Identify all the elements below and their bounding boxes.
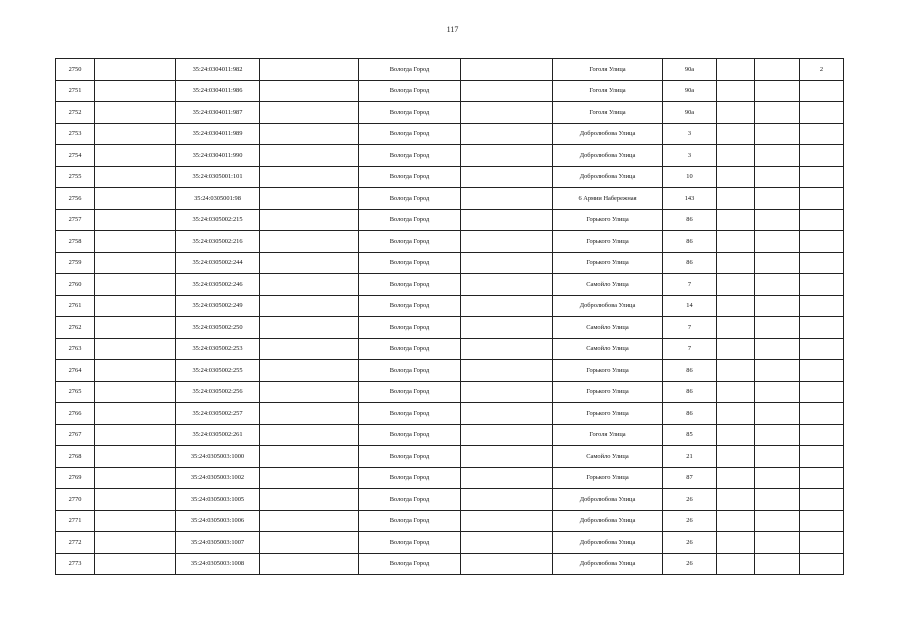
street-cell: Гоголя Улица bbox=[553, 59, 663, 81]
extra-value-cell bbox=[800, 209, 844, 231]
house-number-cell: 90а bbox=[663, 80, 717, 102]
empty-cell bbox=[95, 59, 176, 81]
empty-cell bbox=[95, 553, 176, 575]
empty-cell bbox=[755, 510, 800, 532]
empty-cell bbox=[95, 489, 176, 511]
house-number-cell: 10 bbox=[663, 166, 717, 188]
cadastral-number-cell: 35:24:0305001:101 bbox=[176, 166, 260, 188]
extra-value-cell bbox=[800, 188, 844, 210]
extra-value-cell bbox=[800, 317, 844, 339]
empty-cell bbox=[755, 274, 800, 296]
table-row bbox=[56, 295, 844, 317]
empty-cell bbox=[260, 231, 359, 253]
extra-value-cell bbox=[800, 510, 844, 532]
empty-cell bbox=[755, 424, 800, 446]
empty-cell bbox=[461, 403, 553, 425]
cadastral-number-cell: 35:24:0305003:1005 bbox=[176, 489, 260, 511]
house-number-cell: 86 bbox=[663, 403, 717, 425]
cadastral-number-cell: 35:24:0305002:216 bbox=[176, 231, 260, 253]
empty-cell bbox=[260, 317, 359, 339]
empty-cell bbox=[717, 360, 755, 382]
empty-cell bbox=[717, 252, 755, 274]
empty-cell bbox=[755, 231, 800, 253]
empty-cell bbox=[755, 532, 800, 554]
empty-cell bbox=[461, 209, 553, 231]
empty-cell bbox=[461, 424, 553, 446]
city-cell: Вологда Город bbox=[359, 553, 461, 575]
house-number-cell: 86 bbox=[663, 209, 717, 231]
extra-value-cell bbox=[800, 360, 844, 382]
street-cell: Самойло Улица bbox=[553, 446, 663, 468]
empty-cell bbox=[717, 317, 755, 339]
empty-cell bbox=[755, 553, 800, 575]
cadastral-number-cell: 35:24:0305002:215 bbox=[176, 209, 260, 231]
empty-cell bbox=[260, 80, 359, 102]
cadastral-number-cell: 35:24:0305002:261 bbox=[176, 424, 260, 446]
street-cell: Горького Улица bbox=[553, 403, 663, 425]
cadastral-number-cell: 35:24:0305002:253 bbox=[176, 338, 260, 360]
extra-value-cell bbox=[800, 145, 844, 167]
row-number-cell: 2750 bbox=[56, 59, 95, 81]
extra-value-cell bbox=[800, 274, 844, 296]
empty-cell bbox=[755, 338, 800, 360]
empty-cell bbox=[95, 252, 176, 274]
row-number-cell: 2755 bbox=[56, 166, 95, 188]
table-row bbox=[56, 188, 844, 210]
city-cell: Вологда Город bbox=[359, 274, 461, 296]
row-number-cell: 2759 bbox=[56, 252, 95, 274]
empty-cell bbox=[461, 188, 553, 210]
cadastral-number-cell: 35:24:0305002:256 bbox=[176, 381, 260, 403]
row-number-cell: 2764 bbox=[56, 360, 95, 382]
empty-cell bbox=[95, 360, 176, 382]
row-number-cell: 2758 bbox=[56, 231, 95, 253]
city-cell: Вологда Город bbox=[359, 252, 461, 274]
table-row bbox=[56, 317, 844, 339]
empty-cell bbox=[260, 553, 359, 575]
empty-cell bbox=[717, 489, 755, 511]
empty-cell bbox=[717, 274, 755, 296]
street-cell: Добролюбова Улица bbox=[553, 510, 663, 532]
city-cell: Вологда Город bbox=[359, 360, 461, 382]
empty-cell bbox=[95, 274, 176, 296]
street-cell: Добролюбова Улица bbox=[553, 489, 663, 511]
cadastral-number-cell: 35:24:0305002:255 bbox=[176, 360, 260, 382]
empty-cell bbox=[717, 510, 755, 532]
city-cell: Вологда Город bbox=[359, 209, 461, 231]
empty-cell bbox=[260, 489, 359, 511]
table-row bbox=[56, 467, 844, 489]
street-cell: Добролюбова Улица bbox=[553, 145, 663, 167]
extra-value-cell bbox=[800, 123, 844, 145]
empty-cell bbox=[260, 360, 359, 382]
row-number-cell: 2771 bbox=[56, 510, 95, 532]
empty-cell bbox=[95, 403, 176, 425]
empty-cell bbox=[755, 102, 800, 124]
table-row bbox=[56, 145, 844, 167]
row-number-cell: 2770 bbox=[56, 489, 95, 511]
row-number-cell: 2765 bbox=[56, 381, 95, 403]
house-number-cell: 87 bbox=[663, 467, 717, 489]
empty-cell bbox=[95, 317, 176, 339]
empty-cell bbox=[717, 102, 755, 124]
table-row bbox=[56, 553, 844, 575]
street-cell: 6 Армии Набережная bbox=[553, 188, 663, 210]
empty-cell bbox=[260, 188, 359, 210]
table-row bbox=[56, 209, 844, 231]
extra-value-cell bbox=[800, 553, 844, 575]
empty-cell bbox=[717, 532, 755, 554]
row-number-cell: 2752 bbox=[56, 102, 95, 124]
city-cell: Вологда Город bbox=[359, 381, 461, 403]
city-cell: Вологда Город bbox=[359, 145, 461, 167]
house-number-cell: 3 bbox=[663, 145, 717, 167]
extra-value-cell bbox=[800, 295, 844, 317]
row-number-cell: 2754 bbox=[56, 145, 95, 167]
extra-value-cell: 2 bbox=[800, 59, 844, 81]
empty-cell bbox=[755, 252, 800, 274]
empty-cell bbox=[755, 80, 800, 102]
table-row bbox=[56, 446, 844, 468]
city-cell: Вологда Город bbox=[359, 338, 461, 360]
empty-cell bbox=[755, 403, 800, 425]
row-number-cell: 2772 bbox=[56, 532, 95, 554]
row-number-cell: 2773 bbox=[56, 553, 95, 575]
row-number-cell: 2768 bbox=[56, 446, 95, 468]
extra-value-cell bbox=[800, 489, 844, 511]
empty-cell bbox=[717, 295, 755, 317]
empty-cell bbox=[461, 252, 553, 274]
street-cell: Добролюбова Улица bbox=[553, 532, 663, 554]
empty-cell bbox=[461, 532, 553, 554]
table-row bbox=[56, 489, 844, 511]
street-cell: Горького Улица bbox=[553, 381, 663, 403]
row-number-cell: 2761 bbox=[56, 295, 95, 317]
row-number-cell: 2760 bbox=[56, 274, 95, 296]
empty-cell bbox=[717, 446, 755, 468]
city-cell: Вологда Город bbox=[359, 123, 461, 145]
row-number-cell: 2751 bbox=[56, 80, 95, 102]
empty-cell bbox=[717, 467, 755, 489]
cadastral-number-cell: 35:24:0305002:250 bbox=[176, 317, 260, 339]
empty-cell bbox=[461, 381, 553, 403]
empty-cell bbox=[95, 231, 176, 253]
house-number-cell: 26 bbox=[663, 532, 717, 554]
empty-cell bbox=[95, 510, 176, 532]
table-row bbox=[56, 80, 844, 102]
empty-cell bbox=[260, 166, 359, 188]
house-number-cell: 143 bbox=[663, 188, 717, 210]
street-cell: Добролюбова Улица bbox=[553, 295, 663, 317]
empty-cell bbox=[260, 102, 359, 124]
empty-cell bbox=[755, 317, 800, 339]
empty-cell bbox=[717, 145, 755, 167]
empty-cell bbox=[717, 381, 755, 403]
table-row bbox=[56, 338, 844, 360]
cadastral-number-cell: 35:24:0304011:986 bbox=[176, 80, 260, 102]
page-number: 117 bbox=[446, 25, 459, 34]
street-cell: Самойло Улица bbox=[553, 338, 663, 360]
cadastral-number-cell: 35:24:0305001:98 bbox=[176, 188, 260, 210]
empty-cell bbox=[260, 403, 359, 425]
table-row bbox=[56, 424, 844, 446]
empty-cell bbox=[461, 59, 553, 81]
cadastral-number-cell: 35:24:0304011:982 bbox=[176, 59, 260, 81]
empty-cell bbox=[95, 467, 176, 489]
empty-cell bbox=[461, 274, 553, 296]
empty-cell bbox=[461, 446, 553, 468]
city-cell: Вологда Город bbox=[359, 467, 461, 489]
house-number-cell: 7 bbox=[663, 274, 717, 296]
empty-cell bbox=[461, 145, 553, 167]
empty-cell bbox=[95, 166, 176, 188]
empty-cell bbox=[260, 467, 359, 489]
empty-cell bbox=[461, 489, 553, 511]
cadastral-number-cell: 35:24:0304011:987 bbox=[176, 102, 260, 124]
row-number-cell: 2766 bbox=[56, 403, 95, 425]
cadastral-number-cell: 35:24:0305002:249 bbox=[176, 295, 260, 317]
empty-cell bbox=[95, 209, 176, 231]
empty-cell bbox=[755, 381, 800, 403]
empty-cell bbox=[717, 338, 755, 360]
empty-cell bbox=[461, 102, 553, 124]
empty-cell bbox=[260, 274, 359, 296]
row-number-cell: 2756 bbox=[56, 188, 95, 210]
empty-cell bbox=[260, 381, 359, 403]
empty-cell bbox=[755, 166, 800, 188]
empty-cell bbox=[260, 446, 359, 468]
row-number-cell: 2757 bbox=[56, 209, 95, 231]
extra-value-cell bbox=[800, 381, 844, 403]
empty-cell bbox=[755, 360, 800, 382]
empty-cell bbox=[260, 424, 359, 446]
street-cell: Добролюбова Улица bbox=[553, 166, 663, 188]
empty-cell bbox=[755, 467, 800, 489]
row-number-cell: 2753 bbox=[56, 123, 95, 145]
empty-cell bbox=[461, 80, 553, 102]
empty-cell bbox=[95, 446, 176, 468]
table-row bbox=[56, 274, 844, 296]
house-number-cell: 85 bbox=[663, 424, 717, 446]
house-number-cell: 7 bbox=[663, 338, 717, 360]
empty-cell bbox=[260, 209, 359, 231]
cadastral-number-cell: 35:24:0305003:1006 bbox=[176, 510, 260, 532]
empty-cell bbox=[717, 553, 755, 575]
house-number-cell: 26 bbox=[663, 510, 717, 532]
empty-cell bbox=[260, 510, 359, 532]
city-cell: Вологда Город bbox=[359, 231, 461, 253]
empty-cell bbox=[95, 188, 176, 210]
table-row bbox=[56, 510, 844, 532]
empty-cell bbox=[260, 252, 359, 274]
cadastral-number-cell: 35:24:0305003:1008 bbox=[176, 553, 260, 575]
street-cell: Горького Улица bbox=[553, 231, 663, 253]
empty-cell bbox=[95, 532, 176, 554]
table-row bbox=[56, 403, 844, 425]
empty-cell bbox=[461, 166, 553, 188]
empty-cell bbox=[260, 338, 359, 360]
house-number-cell: 7 bbox=[663, 317, 717, 339]
street-cell: Добролюбова Улица bbox=[553, 553, 663, 575]
empty-cell bbox=[755, 489, 800, 511]
cadastral-number-cell: 35:24:0305003:1002 bbox=[176, 467, 260, 489]
empty-cell bbox=[755, 188, 800, 210]
empty-cell bbox=[260, 59, 359, 81]
empty-cell bbox=[461, 510, 553, 532]
house-number-cell: 86 bbox=[663, 360, 717, 382]
city-cell: Вологда Город bbox=[359, 188, 461, 210]
empty-cell bbox=[461, 553, 553, 575]
table-row bbox=[56, 532, 844, 554]
street-cell: Гоголя Улица bbox=[553, 102, 663, 124]
empty-cell bbox=[95, 123, 176, 145]
empty-cell bbox=[717, 166, 755, 188]
empty-cell bbox=[461, 317, 553, 339]
empty-cell bbox=[260, 145, 359, 167]
house-number-cell: 14 bbox=[663, 295, 717, 317]
house-number-cell: 90а bbox=[663, 102, 717, 124]
row-number-cell: 2767 bbox=[56, 424, 95, 446]
table-body bbox=[56, 59, 844, 575]
empty-cell bbox=[717, 231, 755, 253]
empty-cell bbox=[717, 59, 755, 81]
empty-cell bbox=[755, 145, 800, 167]
empty-cell bbox=[717, 403, 755, 425]
row-number-cell: 2769 bbox=[56, 467, 95, 489]
empty-cell bbox=[717, 424, 755, 446]
street-cell: Горького Улица bbox=[553, 252, 663, 274]
city-cell: Вологда Город bbox=[359, 80, 461, 102]
street-cell: Самойло Улица bbox=[553, 317, 663, 339]
empty-cell bbox=[95, 102, 176, 124]
empty-cell bbox=[95, 424, 176, 446]
empty-cell bbox=[461, 295, 553, 317]
extra-value-cell bbox=[800, 532, 844, 554]
extra-value-cell bbox=[800, 446, 844, 468]
empty-cell bbox=[461, 338, 553, 360]
empty-cell bbox=[95, 295, 176, 317]
empty-cell bbox=[755, 59, 800, 81]
house-number-cell: 86 bbox=[663, 381, 717, 403]
empty-cell bbox=[461, 360, 553, 382]
table-row bbox=[56, 381, 844, 403]
table-row bbox=[56, 123, 844, 145]
house-number-cell: 90а bbox=[663, 59, 717, 81]
empty-cell bbox=[461, 231, 553, 253]
table-row bbox=[56, 360, 844, 382]
city-cell: Вологда Город bbox=[359, 317, 461, 339]
empty-cell bbox=[260, 532, 359, 554]
street-cell: Добролюбова Улица bbox=[553, 123, 663, 145]
extra-value-cell bbox=[800, 252, 844, 274]
house-number-cell: 26 bbox=[663, 489, 717, 511]
empty-cell bbox=[717, 209, 755, 231]
empty-cell bbox=[755, 295, 800, 317]
city-cell: Вологда Город bbox=[359, 510, 461, 532]
cadastral-number-cell: 35:24:0305003:1000 bbox=[176, 446, 260, 468]
house-number-cell: 3 bbox=[663, 123, 717, 145]
extra-value-cell bbox=[800, 424, 844, 446]
empty-cell bbox=[461, 123, 553, 145]
registry-table bbox=[55, 58, 844, 575]
city-cell: Вологда Город bbox=[359, 403, 461, 425]
city-cell: Вологда Город bbox=[359, 424, 461, 446]
extra-value-cell bbox=[800, 231, 844, 253]
house-number-cell: 21 bbox=[663, 446, 717, 468]
city-cell: Вологда Город bbox=[359, 59, 461, 81]
cadastral-number-cell: 35:24:0304011:989 bbox=[176, 123, 260, 145]
empty-cell bbox=[717, 80, 755, 102]
table-row bbox=[56, 231, 844, 253]
empty-cell bbox=[95, 381, 176, 403]
empty-cell bbox=[755, 209, 800, 231]
city-cell: Вологда Город bbox=[359, 446, 461, 468]
street-cell: Гоголя Улица bbox=[553, 80, 663, 102]
cadastral-number-cell: 35:24:0305002:246 bbox=[176, 274, 260, 296]
table-row bbox=[56, 59, 844, 81]
extra-value-cell bbox=[800, 102, 844, 124]
empty-cell bbox=[717, 123, 755, 145]
city-cell: Вологда Город bbox=[359, 489, 461, 511]
empty-cell bbox=[461, 467, 553, 489]
street-cell: Гоголя Улица bbox=[553, 424, 663, 446]
empty-cell bbox=[717, 188, 755, 210]
cadastral-number-cell: 35:24:0305002:244 bbox=[176, 252, 260, 274]
empty-cell bbox=[95, 338, 176, 360]
city-cell: Вологда Город bbox=[359, 532, 461, 554]
empty-cell bbox=[755, 123, 800, 145]
extra-value-cell bbox=[800, 467, 844, 489]
row-number-cell: 2762 bbox=[56, 317, 95, 339]
extra-value-cell bbox=[800, 80, 844, 102]
street-cell: Горького Улица bbox=[553, 360, 663, 382]
house-number-cell: 26 bbox=[663, 553, 717, 575]
street-cell: Горького Улица bbox=[553, 209, 663, 231]
street-cell: Горького Улица bbox=[553, 467, 663, 489]
empty-cell bbox=[95, 145, 176, 167]
empty-cell bbox=[95, 80, 176, 102]
extra-value-cell bbox=[800, 166, 844, 188]
cadastral-number-cell: 35:24:0304011:990 bbox=[176, 145, 260, 167]
table-row bbox=[56, 252, 844, 274]
city-cell: Вологда Город bbox=[359, 102, 461, 124]
empty-cell bbox=[260, 123, 359, 145]
row-number-cell: 2763 bbox=[56, 338, 95, 360]
empty-cell bbox=[260, 295, 359, 317]
extra-value-cell bbox=[800, 338, 844, 360]
street-cell: Самойло Улица bbox=[553, 274, 663, 296]
extra-value-cell bbox=[800, 403, 844, 425]
empty-cell bbox=[755, 446, 800, 468]
city-cell: Вологда Город bbox=[359, 166, 461, 188]
cadastral-number-cell: 35:24:0305002:257 bbox=[176, 403, 260, 425]
house-number-cell: 86 bbox=[663, 231, 717, 253]
house-number-cell: 86 bbox=[663, 252, 717, 274]
city-cell: Вологда Город bbox=[359, 295, 461, 317]
table-row bbox=[56, 166, 844, 188]
table-row bbox=[56, 102, 844, 124]
cadastral-number-cell: 35:24:0305003:1007 bbox=[176, 532, 260, 554]
